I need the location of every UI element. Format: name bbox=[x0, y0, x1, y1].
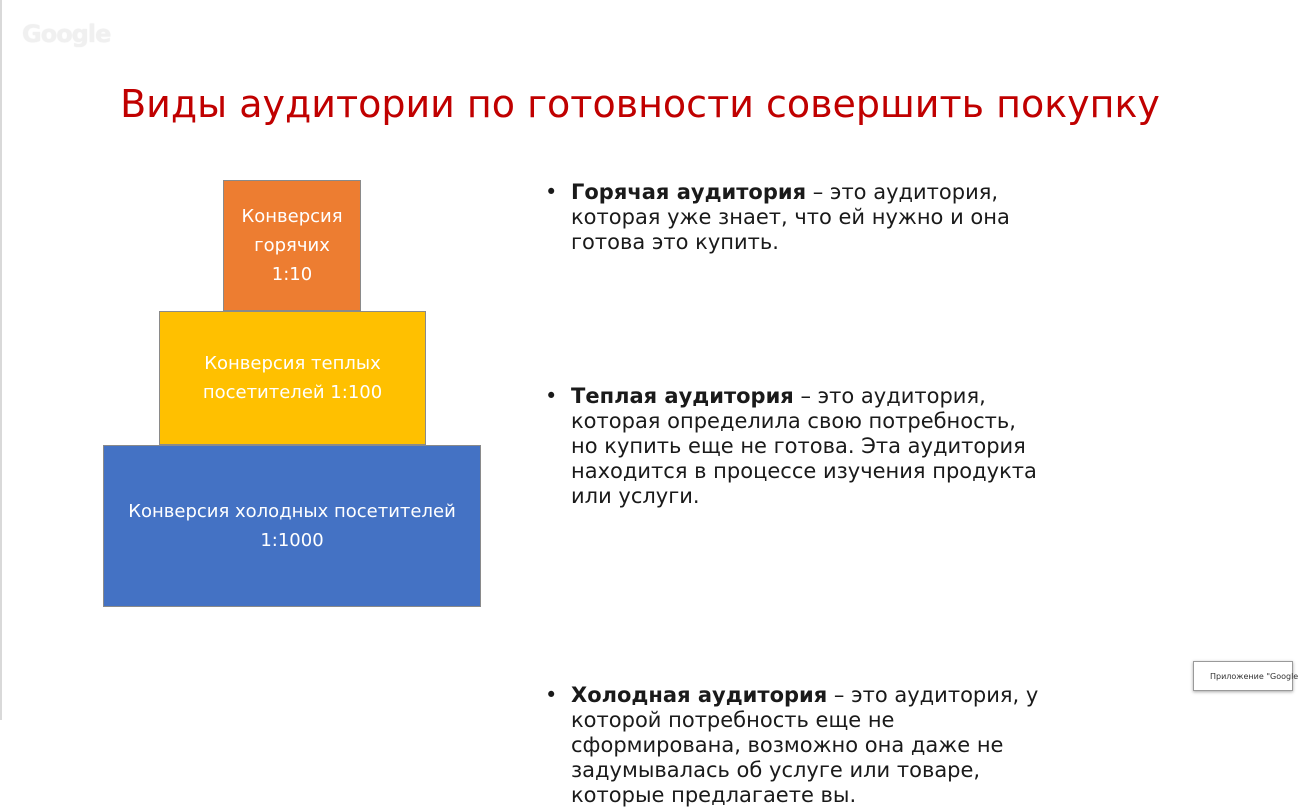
hot-desc-line-1: которая уже знает, что ей нужно и она bbox=[571, 205, 1010, 229]
warm-desc-line-3: находится в процессе изучения продукта bbox=[571, 459, 1037, 483]
app-notification-popup[interactable]: Приложение "Google bbox=[1193, 661, 1293, 691]
warm-desc-line-0: – это аудитория, bbox=[793, 384, 986, 408]
pyramid-level-hot bbox=[223, 180, 361, 311]
bullet-dot: • bbox=[545, 180, 558, 204]
hot-desc-line-2: готова это купить. bbox=[571, 230, 779, 254]
bullet-cold-audience bbox=[545, 683, 1105, 808]
warm-label-line1: Конверсия теплых bbox=[204, 353, 381, 374]
cold-desc-line-0: – это аудитория, у bbox=[827, 683, 1039, 707]
pyramid-level-cold bbox=[103, 445, 481, 607]
cold-label-ratio: 1:1000 bbox=[260, 530, 324, 551]
audience-definitions-list bbox=[545, 180, 1105, 807]
cold-desc-line-4: которые предлагаете вы. bbox=[571, 783, 857, 807]
term-warm: Теплая аудитория bbox=[571, 384, 794, 408]
warm-desc-line-2: но купить еще не готова. Эта аудитория bbox=[571, 434, 1026, 458]
hot-desc-line-0: – это аудитория, bbox=[806, 180, 999, 204]
cold-desc-line-2: сформирована, возможно она даже не bbox=[571, 733, 1004, 757]
watermark-logo: Google bbox=[22, 20, 111, 48]
term-hot: Горячая аудитория bbox=[571, 180, 807, 204]
warm-label-line2: посетителей 1:100 bbox=[202, 382, 383, 403]
hot-label-line2: горячих bbox=[254, 235, 330, 256]
cold-label-line1: Конверсия холодных посетителей bbox=[128, 501, 456, 522]
pyramid-level-warm bbox=[159, 311, 426, 445]
bullet-hot-audience bbox=[545, 180, 1105, 255]
warm-desc-line-1: которая определила свою потребность, bbox=[571, 409, 1016, 433]
warm-desc-line-4: или услуги. bbox=[571, 484, 700, 508]
hot-label-line1: Конверсия bbox=[241, 206, 343, 227]
cold-desc-line-3: задумывалась об услуге или товаре, bbox=[571, 758, 981, 782]
bullet-warm-audience bbox=[545, 384, 1105, 509]
bullet-dot: • bbox=[545, 384, 558, 408]
cold-desc-line-1: которой потребность еще не bbox=[571, 708, 895, 732]
slide-title: Виды аудитории по готовности совершить покупку bbox=[120, 82, 1160, 126]
term-cold: Холодная аудитория bbox=[571, 683, 828, 707]
hot-label-ratio: 1:10 bbox=[271, 264, 313, 285]
bullet-dot: • bbox=[545, 683, 558, 707]
